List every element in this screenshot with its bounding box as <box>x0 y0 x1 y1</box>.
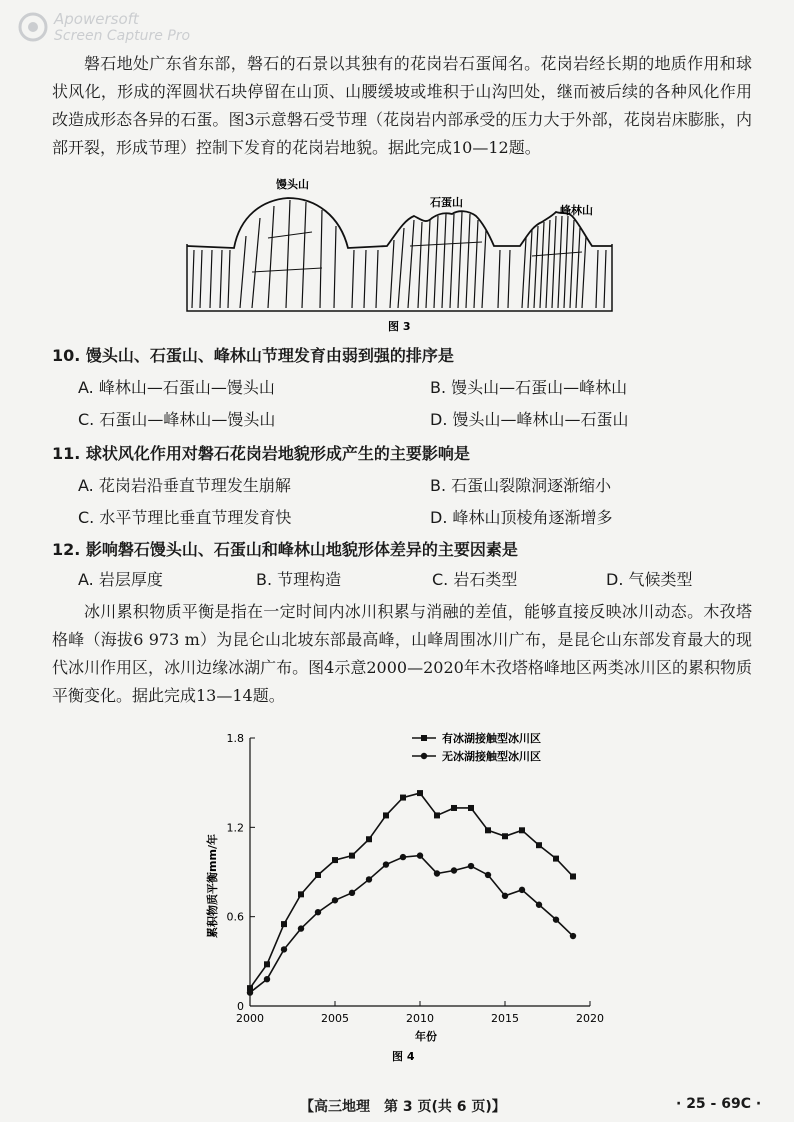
terrain-profile <box>187 198 612 248</box>
data-point-square <box>332 857 338 863</box>
legend-label: 无冰湖接触型冰川区 <box>442 750 541 763</box>
data-point-circle <box>298 925 304 931</box>
data-point-square <box>553 856 559 862</box>
data-point-square <box>264 961 270 967</box>
y-tick-label: 0 <box>237 1000 244 1013</box>
data-point-square <box>315 872 321 878</box>
passage-2-text: 冰川累积物质平衡是指在一定时间内冰川积累与消融的差值，能够直接反映冰川动态。木孜塔格峰（海拔6 973 m）为昆仑山北坡东部最高峰，山峰周围冰川广布，是昆仑山东部发育最大的现代冰川作用区，冰川边缘冰湖广布。图4示意2000—2020年木孜塔格峰地区两类冰川区的累积物质平衡变化。据此完成13—14题。 <box>52 602 752 705</box>
data-point-square <box>570 873 576 879</box>
data-point-circle <box>264 976 270 982</box>
series-line-2 <box>250 856 573 993</box>
q12-option-b: B. 节理构造 <box>256 570 342 589</box>
label-fenglin-shan: 峰林山 <box>560 204 593 217</box>
q11-option-c: C. 水平节理比垂直节理发育快 <box>78 508 292 527</box>
data-point-circle <box>502 893 508 899</box>
figure-3-caption: 图 3 <box>388 320 411 333</box>
data-point-square <box>349 853 355 859</box>
x-tick-label: 2010 <box>406 1012 434 1025</box>
footer-page-info: 【高三地理 第 3 页(共 6 页)】 <box>300 1099 506 1115</box>
data-point-circle <box>434 870 440 876</box>
passage-1 <box>52 50 752 162</box>
data-point-square <box>434 812 440 818</box>
data-point-square <box>485 827 491 833</box>
q12-option-a: A. 岩层厚度 <box>78 570 163 589</box>
data-point-square <box>417 790 423 796</box>
q10-option-c: C. 石蛋山—峰林山—馒头山 <box>78 410 276 429</box>
label-mantou-shan: 馒头山 <box>276 178 309 191</box>
data-point-circle <box>536 902 542 908</box>
q10-option-b: B. 馒头山—石蛋山—峰林山 <box>430 378 628 397</box>
q12-option-c: C. 岩石类型 <box>432 570 518 589</box>
legend-label: 有冰湖接触型冰川区 <box>442 732 541 745</box>
figure-3-landform-diagram <box>182 176 618 336</box>
watermark <box>18 8 248 48</box>
data-point-square <box>298 891 304 897</box>
data-point-circle <box>553 916 559 922</box>
data-point-circle <box>417 852 423 858</box>
question-12-stem: 12. 影响磐石馒头山、石蛋山和峰林山地貌形体差异的主要因素是 <box>52 540 518 559</box>
y-tick-label: 1.8 <box>226 732 244 745</box>
y-axis-label: 累积物质平衡mm/年 <box>206 834 219 938</box>
footer-code: · 25 - 69C · <box>676 1096 762 1112</box>
x-tick-label: 2020 <box>576 1012 604 1025</box>
apowersoft-logo-icon <box>18 12 48 42</box>
q10-option-d: D. 馒头山—峰林山—石蛋山 <box>430 410 629 429</box>
data-point-circle <box>332 897 338 903</box>
data-point-circle <box>247 989 253 995</box>
figure-4-line-chart <box>200 728 620 1068</box>
data-point-square <box>502 833 508 839</box>
chart-legend <box>412 731 541 763</box>
passage-2 <box>52 598 752 710</box>
label-shidan-shan: 石蛋山 <box>430 196 463 209</box>
watermark-line2: Screen Capture Pro <box>54 28 191 44</box>
horizontal-joints <box>252 232 582 272</box>
data-point-square <box>400 795 406 801</box>
data-point-circle <box>315 909 321 915</box>
legend-circle-marker <box>421 753 427 759</box>
data-point-circle <box>468 863 474 869</box>
chart-series <box>247 790 576 996</box>
data-point-circle <box>383 861 389 867</box>
watermark-line1: Apowersoft <box>54 10 139 28</box>
x-tick-label: 2005 <box>321 1012 349 1025</box>
passage-1-text: 磐石地处广东省东部，磐石的石景以其独有的花岗岩石蛋闻名。花岗岩经长期的地质作用和球状风化，形成的浑圆状石块停留在山顶、山腰缓坡或堆积于山沟凹处，继而被后续的各种风化作用改造成形态各异的石蛋。图3示意磐石受节理（花岗岩内部承受的压力大于外部，花岗岩床膨胀，内部开裂，形成节理）控制下发育的花岗岩地貌。据此完成10—12题。 <box>52 54 752 157</box>
data-point-circle <box>400 854 406 860</box>
y-tick-label: 1.2 <box>226 821 244 835</box>
question-11-stem: 11. 球状风化作用对磐石花岗岩地貌形成产生的主要影响是 <box>52 444 470 463</box>
q11-option-a: A. 花岗岩沿垂直节理发生崩解 <box>78 476 291 495</box>
q11-option-b: B. 石蛋山裂隙洞逐渐缩小 <box>430 476 612 495</box>
x-tick-label: 2000 <box>236 1012 264 1025</box>
data-point-square <box>519 827 525 833</box>
q10-option-a: A. 峰林山—石蛋山—馒头山 <box>78 378 275 397</box>
data-point-circle <box>366 876 372 882</box>
data-point-circle <box>281 946 287 952</box>
chart-axes <box>227 732 605 1025</box>
data-point-square <box>366 836 372 842</box>
joint-hatching <box>192 200 606 308</box>
data-point-circle <box>570 933 576 939</box>
q12-option-d: D. 气候类型 <box>606 570 693 589</box>
legend-square-marker <box>421 735 427 741</box>
x-tick-label: 2015 <box>491 1012 519 1025</box>
data-point-square <box>468 805 474 811</box>
data-point-square <box>383 812 389 818</box>
data-point-circle <box>451 867 457 873</box>
data-point-square <box>281 921 287 927</box>
y-tick-label: 0.6 <box>226 910 244 924</box>
data-point-circle <box>349 890 355 896</box>
data-point-circle <box>519 887 525 893</box>
x-axis-label: 年份 <box>415 1030 437 1043</box>
data-point-square <box>451 805 457 811</box>
figure-4-caption: 图 4 <box>392 1050 415 1063</box>
question-10-stem: 10. 馒头山、石蛋山、峰林山节理发育由弱到强的排序是 <box>52 346 454 365</box>
data-point-circle <box>485 872 491 878</box>
q11-option-d: D. 峰林山顶棱角逐渐增多 <box>430 508 613 527</box>
data-point-square <box>536 842 542 848</box>
